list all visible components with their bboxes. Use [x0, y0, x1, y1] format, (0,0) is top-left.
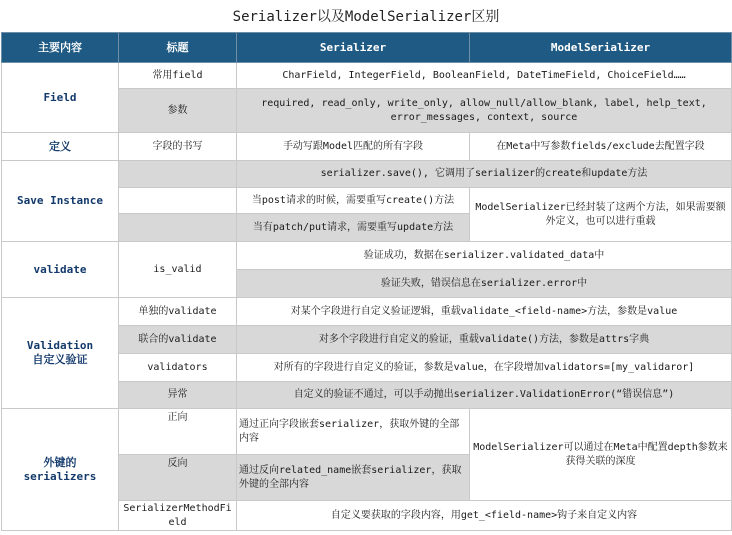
table-row	[2, 63, 732, 89]
serializer-cell: 手动写跟Model匹配的所有字段	[237, 133, 470, 161]
table-row	[2, 133, 732, 161]
section-fk-line2: serializers	[23, 469, 97, 483]
section-validation	[2, 298, 119, 409]
row-text: 对某个字段进行自定义验证逻辑，重载validate_<field-name>方法，参数是value	[237, 298, 732, 326]
serializer-cell: 当post请求的时候，需要重写create()方法	[237, 188, 470, 214]
row-text: serializer.save(), 它调用了serializer的create和update方法	[237, 161, 732, 188]
row-title: 反向	[119, 455, 237, 501]
table-row	[2, 298, 732, 326]
row-title: 单独的validate	[119, 298, 237, 326]
header-modelserializer: ModelSerializer	[470, 33, 732, 63]
row-text: required, read_only, write_only, allow_null/allow_blank, label, help_text, error_messages, context, source	[237, 89, 732, 133]
serializer-cell: 通过反向related_name嵌套serializer，获取外键的全部内容	[237, 455, 470, 501]
section-define: 定义	[2, 133, 119, 161]
row-title	[119, 161, 237, 188]
row-text: 自定义的验证不通过，可以手动抛出serializer.ValidationError(“错误信息”)	[237, 382, 732, 409]
row-title	[119, 214, 237, 242]
row-text: 自定义要获取的字段内容，用get_<field-name>钩子来自定义内容	[237, 501, 732, 531]
row-title: 常用field	[119, 63, 237, 89]
modelserializer-cell: ModelSerializer可以通过在Meta中配置depth参数来获得关联的深度	[470, 409, 732, 501]
header-title: 标题	[119, 33, 237, 63]
comparison-table	[1, 32, 732, 531]
row-title: is_valid	[119, 242, 237, 298]
section-validation-line2: 自定义验证	[32, 353, 88, 366]
row-title: 正向	[119, 409, 237, 455]
table-row	[2, 242, 732, 270]
section-fk-line1: 外键的	[43, 455, 77, 469]
section-validation-line1: Validation	[26, 339, 94, 352]
section-field: Field	[2, 63, 119, 133]
header-serializer: Serializer	[237, 33, 470, 63]
row-text: 对多个字段进行自定义的验证，重载validate()方法，参数是attrs字典	[237, 326, 732, 354]
serializer-cell: 通过正向字段嵌套serializer，获取外键的全部内容	[237, 409, 470, 455]
row-text: 验证成功，数据在serializer.validated_data中	[237, 242, 732, 270]
serializer-cell: 当有patch/put请求，需要重写update方法	[237, 214, 470, 242]
header-main-content: 主要内容	[2, 33, 119, 63]
row-title: 联合的validate	[119, 326, 237, 354]
row-title: 异常	[119, 382, 237, 409]
row-title: 字段的书写	[119, 133, 237, 161]
section-validate: validate	[2, 242, 119, 298]
row-text: 对所有的字段进行自定义的验证，参数是value，在字段增加validators=[my_validaror]	[237, 354, 732, 382]
row-text: CharField, IntegerField, BooleanField, DateTimeField, ChoiceField……	[237, 63, 732, 89]
section-save-instance: Save Instance	[2, 161, 119, 242]
section-foreign-key	[2, 409, 119, 531]
row-title: validators	[119, 354, 237, 382]
row-title: 参数	[119, 89, 237, 133]
row-title	[119, 188, 237, 214]
header-row	[2, 33, 732, 63]
modelserializer-cell: 在Meta中写参数fields/exclude去配置字段	[470, 133, 732, 161]
page-title: Serializer以及ModelSerializer区别	[232, 9, 500, 25]
row-text: 验证失败，错误信息在serializer.error中	[237, 270, 732, 298]
modelserializer-cell: ModelSerializer已经封装了这两个方法，如果需要额外定义，也可以进行重载	[470, 188, 732, 242]
row-title: SerializerMethodField	[119, 501, 237, 531]
table-row	[2, 409, 732, 455]
table-row	[2, 161, 732, 188]
